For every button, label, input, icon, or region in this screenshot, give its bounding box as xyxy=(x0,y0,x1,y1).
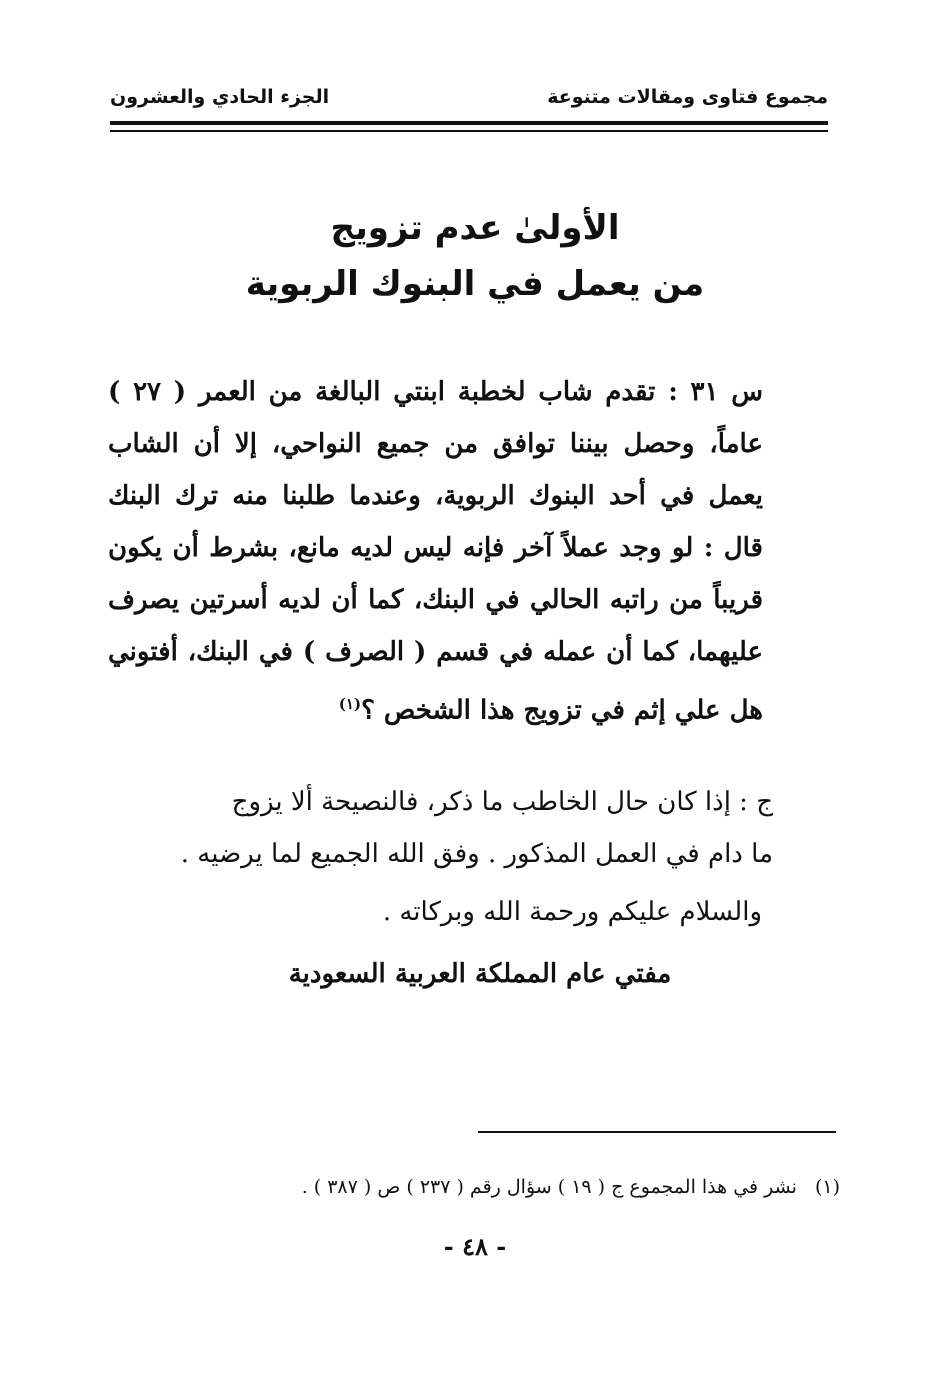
answer-line-2: ما دام في العمل المذكور . وفق الله الجميع لما يرضيه . xyxy=(180,839,773,869)
footnote-reference: (١) xyxy=(338,695,362,713)
header-rule-thick xyxy=(110,121,828,125)
answer-paragraph xyxy=(108,776,773,880)
footnote-marker: (١) xyxy=(814,1176,840,1198)
answer-line-1: ج : إذا كان حال الخاطب ما ذكر، فالنصيحة ألا يزوج xyxy=(231,787,773,817)
running-header xyxy=(110,82,828,118)
footnote-rule xyxy=(478,1131,836,1133)
title-line-2: من يعمل في البنوك الربوية xyxy=(245,264,705,304)
footnote-text: نشر في هذا المجموع ج ( ١٩ ) سؤال رقم ( ٢٣٧ ) ص ( ٣٨٧ ) . xyxy=(301,1176,797,1198)
signature: مفتي عام المملكة العربية السعودية xyxy=(288,959,672,989)
question-paragraph xyxy=(108,366,763,737)
closing-salutation: والسلام عليكم ورحمة الله وبركاته . xyxy=(382,897,762,927)
header-rule-thin xyxy=(110,130,828,132)
volume-label: الجزء الحادي والعشرون xyxy=(110,86,330,108)
book-title: مجموع فتاوى ومقالات متنوعة xyxy=(547,86,828,108)
title-line-1: الأولىٰ عدم تزويج xyxy=(330,208,620,248)
footnote xyxy=(302,1172,840,1202)
page-number: - ٤٨ - xyxy=(443,1232,507,1261)
question-label: س ٣١ : xyxy=(668,377,763,407)
question-text: تقدم شاب لخطبة ابنتي البالغة من العمر ( ٢٧ ) عاماً، وحصل بيننا توافق من جميع النواحي، إلا أن الشاب يعمل في أحد البنوك الربوية، وعندما طلبنا منه ترك البنك قال : لو وجد عملاً آخر فإنه ليس لديه مانع، بشرط أن يكون قريباً من راتبه الحالي في البنك، كما أن لديه أسرتين يصرف عليهما، كما أن عمله في قسم ( الصرف ) في البنك، أفتوني هل علي إثم في تزويج هذا الشخص ؟ xyxy=(108,377,763,726)
fatwa-title xyxy=(150,200,800,312)
